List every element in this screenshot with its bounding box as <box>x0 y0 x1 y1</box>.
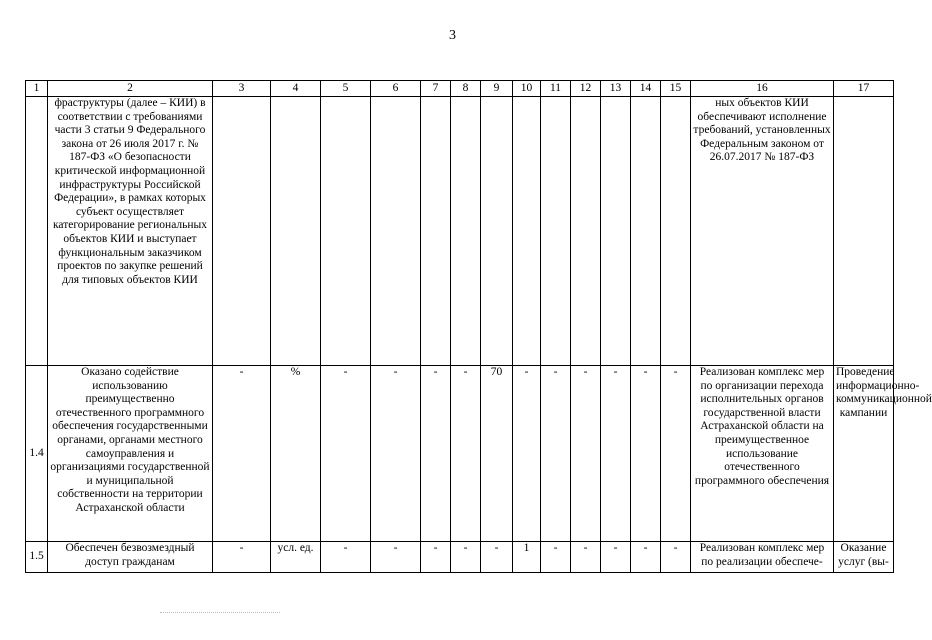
page-number: 3 <box>449 28 456 43</box>
table-row <box>26 542 894 573</box>
result-description: ных объектов КИИ обеспечивают исполнение требований, установленных Федеральным законом от 26.07.2017 № 187-ФЗ <box>691 97 834 366</box>
column-header: 2 <box>48 81 213 97</box>
table-cell <box>513 97 541 366</box>
table-cell <box>213 97 271 366</box>
result-description: Реализован комплекс мер по реализации обеспече- <box>691 542 834 573</box>
row-number <box>26 97 48 366</box>
column-header: 12 <box>571 81 601 97</box>
activity-description: Проведение информационно-коммуникационной кампании <box>834 366 894 542</box>
result-description: Реализован комплекс мер по организации перехода исполнительных органов государственной власти Астраханской области на преимущественное использование отечественного программного обеспечения <box>691 366 834 542</box>
column-header: 11 <box>541 81 571 97</box>
table-cell: - <box>371 366 421 542</box>
column-header: 15 <box>661 81 691 97</box>
column-header: 7 <box>421 81 451 97</box>
table-cell <box>631 97 661 366</box>
table-cell: - <box>601 366 631 542</box>
column-header: 4 <box>271 81 321 97</box>
column-header: 5 <box>321 81 371 97</box>
table-cell: 70 <box>481 366 513 542</box>
column-header: 14 <box>631 81 661 97</box>
column-header: 17 <box>834 81 894 97</box>
table-cell <box>271 97 321 366</box>
table-cell <box>541 97 571 366</box>
table-cell: - <box>213 366 271 542</box>
table-row <box>26 366 894 542</box>
column-header: 3 <box>213 81 271 97</box>
table-header-row <box>26 81 894 97</box>
unit-cell: % <box>271 366 321 542</box>
table-cell: - <box>571 542 601 573</box>
unit-cell: усл. ед. <box>271 542 321 573</box>
scan-artifact <box>160 612 280 617</box>
table-cell: - <box>321 366 371 542</box>
table-cell: - <box>631 366 661 542</box>
table-cell: - <box>371 542 421 573</box>
column-header: 10 <box>513 81 541 97</box>
table-cell: - <box>541 366 571 542</box>
table-cell: 1 <box>513 542 541 573</box>
table-cell: - <box>601 542 631 573</box>
table-cell: - <box>421 366 451 542</box>
indicator-description: Обеспечен безвозмездный доступ гражданам <box>48 542 213 573</box>
table-cell <box>371 97 421 366</box>
activity-description: Оказание услуг (вы- <box>834 542 894 573</box>
column-header: 1 <box>26 81 48 97</box>
table-cell <box>451 97 481 366</box>
table-cell <box>661 97 691 366</box>
table-cell: - <box>421 542 451 573</box>
table-cell: - <box>321 542 371 573</box>
table-cell: - <box>571 366 601 542</box>
column-header: 13 <box>601 81 631 97</box>
table-cell: - <box>513 366 541 542</box>
activity-description <box>834 97 894 366</box>
table-cell <box>481 97 513 366</box>
indicator-description: фраструктуры (далее – КИИ) в соответствии с требованиями части 3 статьи 9 Федерального закона от 26 июля 2017 г. № 187-ФЗ «О безопасности критической информационной инфраструктуры Российской Федерации», в рамках которых субъект осуществляет категорирование региональных объектов КИИ и выступает функциональным заказчиком проектов по закупке решений для типовых объектов КИИ <box>48 97 213 366</box>
table-cell <box>601 97 631 366</box>
table-cell: - <box>541 542 571 573</box>
table-cell <box>571 97 601 366</box>
indicators-table <box>25 80 932 573</box>
column-header: 8 <box>451 81 481 97</box>
column-header: 9 <box>481 81 513 97</box>
table-cell <box>421 97 451 366</box>
table-cell: - <box>661 542 691 573</box>
table-cell: - <box>661 366 691 542</box>
table-cell: - <box>631 542 661 573</box>
table-cell: - <box>451 542 481 573</box>
table-cell: - <box>481 542 513 573</box>
indicator-description: Оказано содействие использованию преимущественно отечественного программного обеспечения государственными органами, органами местного самоуправления и организациями государственной и муниципальной собственности на территории Астраханской области <box>48 366 213 542</box>
table-cell: - <box>213 542 271 573</box>
column-header: 16 <box>691 81 834 97</box>
table-cell: - <box>451 366 481 542</box>
table-row <box>26 97 894 366</box>
row-number: 1.5 <box>26 542 48 573</box>
row-number: 1.4 <box>26 366 48 542</box>
column-header: 6 <box>371 81 421 97</box>
table-cell <box>321 97 371 366</box>
